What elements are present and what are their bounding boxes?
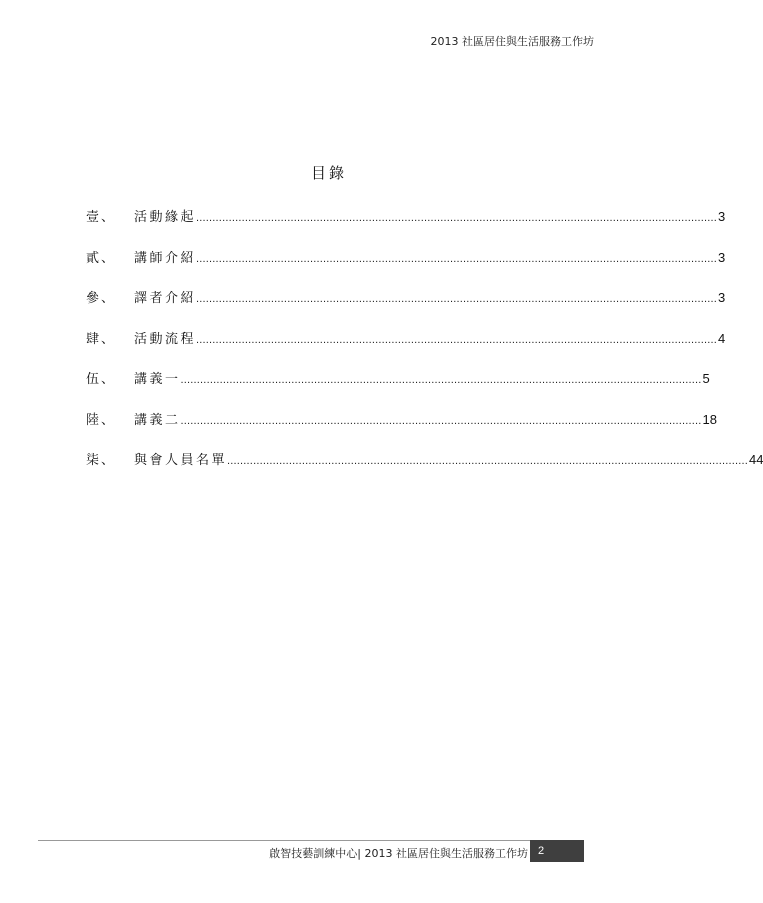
toc-dot-leader: ................................................................................................................................................................ [196,293,717,305]
toc-dot-leader: ................................................................................................................................................................ [196,333,717,346]
toc-entry[interactable] [86,206,726,247]
toc-entry-number: 貳、 [86,250,117,266]
toc-entry-page: 5 [702,371,710,386]
toc-entry-number: 柒、 [86,453,117,468]
toc-entry-number: 參、 [86,291,117,306]
footer-divider [38,840,584,841]
toc-dot-leader: ................................................................................................................................................................ [196,252,717,265]
toc-entry[interactable] [86,409,717,450]
table-of-contents [86,206,763,490]
toc-entry[interactable] [86,368,710,409]
toc-dot-leader: ................................................................................................................................................................ [180,414,702,427]
toc-entry-label: 譯者介紹 [134,291,197,306]
toc-entry-label: 活動流程 [134,331,197,347]
toc-entry[interactable] [86,328,726,369]
toc-entry-page: 4 [718,330,726,346]
toc-entry-number: 肆、 [86,331,117,347]
toc-entry-label: 講義二 [134,412,181,428]
toc-entry-number: 伍、 [86,372,117,387]
page-number-badge: 2 [530,840,584,862]
toc-entry-label: 講師介紹 [134,250,197,266]
toc-entry-label: 活動緣起 [134,210,197,225]
toc-dot-leader: ................................................................................................................................................................ [196,212,717,224]
toc-entry-page: 3 [718,249,726,265]
toc-entry-number: 壹、 [86,210,117,225]
toc-entry-label: 講義一 [134,372,181,387]
toc-dot-leader: ................................................................................................................................................................ [180,374,702,386]
toc-entry[interactable] [86,287,726,328]
toc-entry[interactable] [86,449,763,490]
toc-dot-leader: ................................................................................................................................................................ [227,455,748,467]
toc-title: 目錄 [310,164,347,182]
toc-entry-page: 3 [718,290,726,305]
toc-entry-page: 18 [702,411,717,427]
toc-entry-label: 與會人員名單 [134,453,228,468]
running-header: 2013 社區居住與生活服務工作坊 [430,35,594,48]
toc-entry-number: 陸、 [86,412,117,428]
toc-entry-page: 3 [718,209,726,224]
toc-entry[interactable] [86,247,726,288]
running-footer: 啟智技藝訓練中心| 2013 社區居住與生活服務工作坊 [269,847,528,860]
toc-entry-page: 44 [749,452,763,467]
